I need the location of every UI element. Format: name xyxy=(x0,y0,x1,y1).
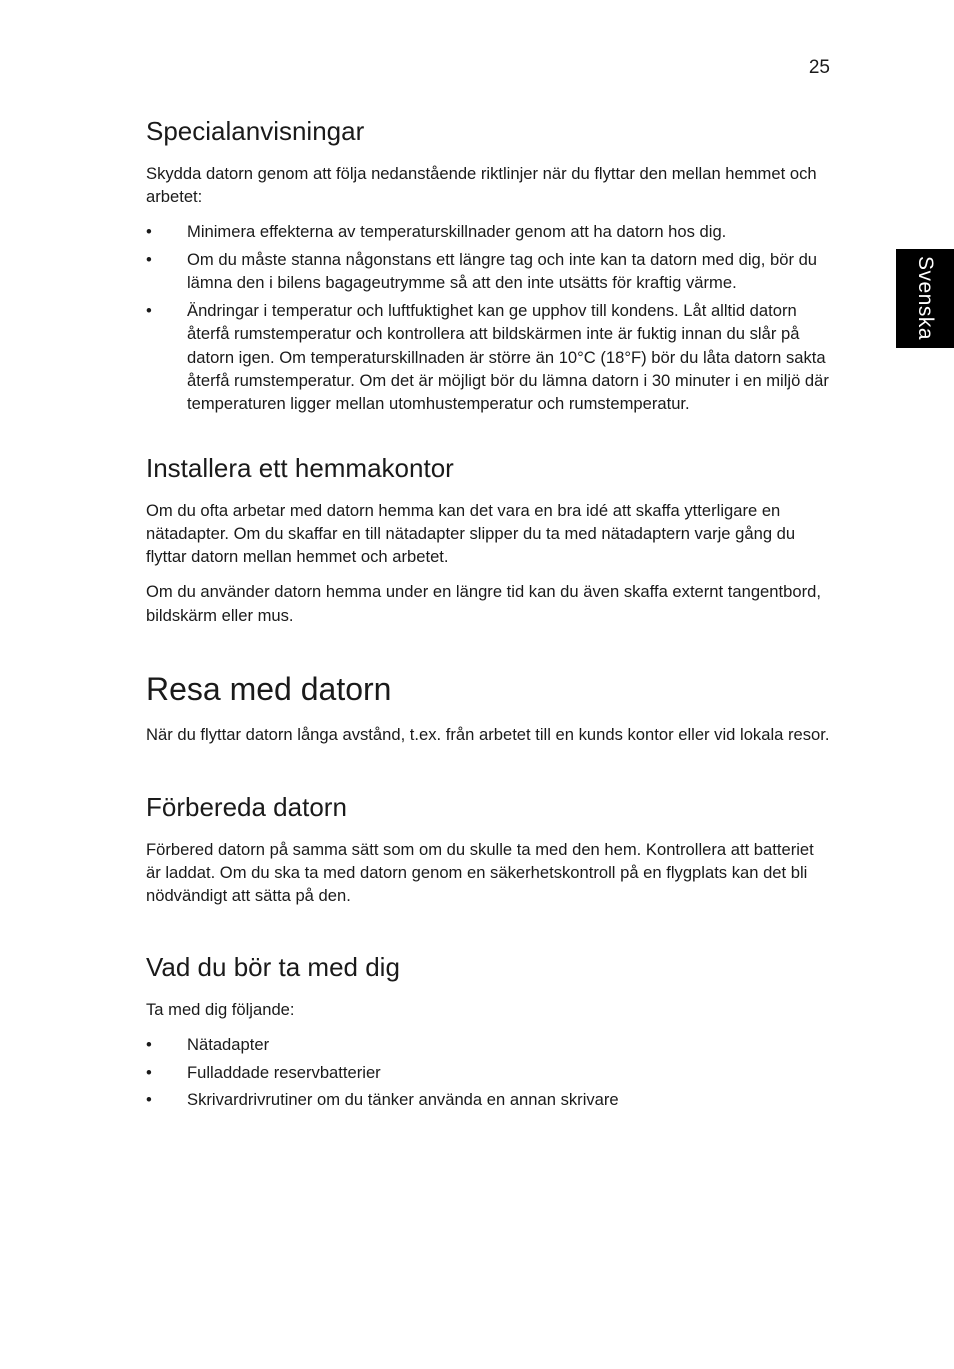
bullet-list xyxy=(146,1033,832,1112)
bullet-icon: • xyxy=(146,1034,152,1054)
page-content xyxy=(146,114,832,1116)
paragraph: När du flyttar datorn långa avstånd, t.ex. från arbetet till en kunds kontor eller vid lokala resor. xyxy=(146,724,830,744)
bullet-list xyxy=(146,220,832,415)
bullet-icon: • xyxy=(146,1090,152,1110)
paragraph: Förbered datorn på samma sätt som om du skulle ta med den hem. Kontrollera att batteriet är laddat. Om du ska ta med datorn genom en säkerhetskontroll på en flygplats kan det bli nödvändigt att sätta på den. xyxy=(146,840,814,906)
paragraph: Om du använder datorn hemma under en längre tid kan du även skaffa externt tangentbord, bildskärm eller mus. xyxy=(146,582,821,625)
bullet-icon: • xyxy=(146,222,152,242)
list-item xyxy=(146,248,832,294)
list-item xyxy=(146,1088,832,1111)
bullet-icon: • xyxy=(146,301,152,321)
paragraph: Skydda datorn genom att följa nedanstående riktlinjer när du flyttar den mellan hemmet och arbetet: xyxy=(146,164,817,207)
list-item-text: Om du måste stanna någonstans ett längre tag och inte kan ta datorn med dig, bör du lämna den i bilens bagageutrymme så att den inte utsätts för kraftig värme. xyxy=(187,250,818,293)
list-item-text: Fulladdade reservbatterier xyxy=(187,1062,381,1082)
paragraph: Om du ofta arbetar med datorn hemma kan det vara en bra idé att skaffa ytterligare en nätadapter. Om du skaffar en till nätadapter slipper du ta med nätadaptern varje gång du flyttar datorn mellan hemmet och arbetet. xyxy=(146,500,796,567)
list-item xyxy=(146,220,832,243)
language-tab xyxy=(896,249,954,348)
list-item-text: Skrivardrivrutiner om du tänker använda en annan skrivare xyxy=(187,1090,619,1110)
paragraph: Ta med dig följande: xyxy=(146,999,295,1019)
bullet-icon: • xyxy=(146,250,152,270)
list-item-text: Ändringar i temperatur och luftfuktighet kan ge upphov till kondens. Låt alltid datorn återfå rumstemperatur och kontrollera att bildskärmen inte är fuktig innan du slår på datorn igen. Om temperaturskillnaden är större än 10°C (18°F) bör du låta datorn sakta återfå rumstemperatur. Om det är möjligt bör du lämna datorn i 30 minuter i en miljö där temperaturen ligger mellan utomhustemperatur och rumstemperatur. xyxy=(187,301,829,414)
heading-home-office: Installera ett hemmakontor xyxy=(146,452,454,483)
heading-special-instructions: Specialanvisningar xyxy=(146,116,365,146)
heading-travel: Resa med datorn xyxy=(146,670,392,707)
list-item-text: Nätadapter xyxy=(187,1034,270,1054)
language-tab-label: Svenska xyxy=(914,256,937,341)
list-item xyxy=(146,1033,832,1056)
list-item-text: Minimera effekterna av temperaturskillnader genom att ha datorn hos dig. xyxy=(187,222,727,242)
page-number: 25 xyxy=(808,57,830,78)
bullet-icon: • xyxy=(146,1062,152,1082)
heading-what-to-bring: Vad du bör ta med dig xyxy=(146,951,400,982)
heading-prepare-computer: Förbereda datorn xyxy=(146,792,347,823)
list-item xyxy=(146,299,832,415)
list-item xyxy=(146,1061,832,1084)
